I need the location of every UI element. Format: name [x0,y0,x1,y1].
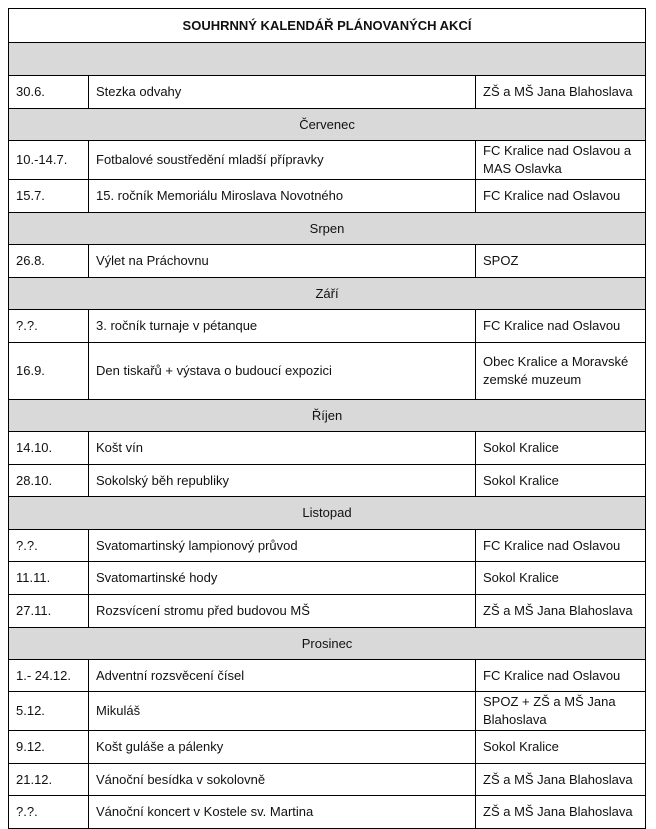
event-row [9,141,646,180]
event-row [9,796,646,829]
event-date: ?.?. [9,796,89,829]
event-row [9,180,646,213]
event-date: 9.12. [9,731,89,764]
event-date: 26.8. [9,245,89,278]
event-row [9,764,646,796]
event-date: 16.9. [9,343,89,400]
month-name: Září [9,278,646,310]
event-name: Den tiskařů + výstava o budoucí expozici [89,343,476,400]
event-organizer: Sokol Kralice [476,731,646,764]
event-date: 27.11. [9,595,89,628]
month-name: Červenec [9,109,646,141]
event-date: ?.?. [9,310,89,343]
event-name: Košt guláše a pálenky [89,731,476,764]
event-row [9,76,646,109]
event-organizer: ZŠ a MŠ Jana Blahoslava [476,595,646,628]
event-name: Rozsvícení stromu před budovou MŠ [89,595,476,628]
month-header-row [9,213,646,245]
event-organizer: FC Kralice nad Oslavou [476,660,646,692]
event-organizer: Sokol Kralice [476,432,646,465]
event-row [9,562,646,595]
event-organizer: SPOZ [476,245,646,278]
event-organizer: Sokol Kralice [476,465,646,497]
event-name: Svatomartinské hody [89,562,476,595]
events-calendar-table [8,8,646,829]
event-name: Sokolský běh republiky [89,465,476,497]
event-organizer: ZŠ a MŠ Jana Blahoslava [476,796,646,829]
event-organizer: FC Kralice nad Oslavou [476,310,646,343]
event-date: 14.10. [9,432,89,465]
event-date: 11.11. [9,562,89,595]
event-organizer: SPOZ + ZŠ a MŠ Jana Blahoslava [476,692,646,731]
month-header-row [9,400,646,432]
month-name [9,43,646,76]
event-name: Košt vín [89,432,476,465]
event-row [9,595,646,628]
event-date: 5.12. [9,692,89,731]
event-name: 3. ročník turnaje v pétanque [89,310,476,343]
month-name: Listopad [9,497,646,530]
calendar-body [9,9,646,829]
event-organizer: FC Kralice nad Oslavou [476,530,646,562]
event-organizer: FC Kralice nad Oslavou a MAS Oslavka [476,141,646,180]
event-name: Stezka odvahy [89,76,476,109]
event-name: 15. ročník Memoriálu Miroslava Novotného [89,180,476,213]
event-organizer: ZŠ a MŠ Jana Blahoslava [476,76,646,109]
event-row [9,465,646,497]
event-organizer: FC Kralice nad Oslavou [476,180,646,213]
month-name: Říjen [9,400,646,432]
event-name: Výlet na Práchovnu [89,245,476,278]
event-row [9,343,646,400]
event-name: Svatomartinský lampionový průvod [89,530,476,562]
event-row [9,530,646,562]
event-row [9,310,646,343]
event-row [9,432,646,465]
title-row [9,9,646,43]
month-header-row [9,43,646,76]
event-date: 10.-14.7. [9,141,89,180]
event-row [9,660,646,692]
event-date: 1.- 24.12. [9,660,89,692]
event-organizer: Obec Kralice a Moravské zemské muzeum [476,343,646,400]
month-header-row [9,497,646,530]
event-date: 28.10. [9,465,89,497]
event-date: 21.12. [9,764,89,796]
event-name: Vánoční koncert v Kostele sv. Martina [89,796,476,829]
month-name: Prosinec [9,628,646,660]
event-date: ?.?. [9,530,89,562]
event-name: Vánoční besídka v sokolovně [89,764,476,796]
event-date: 30.6. [9,76,89,109]
event-name: Mikuláš [89,692,476,731]
month-header-row [9,278,646,310]
calendar-title: SOUHRNNÝ KALENDÁŘ PLÁNOVANÝCH AKCÍ [9,9,646,43]
event-organizer: Sokol Kralice [476,562,646,595]
event-organizer: ZŠ a MŠ Jana Blahoslava [476,764,646,796]
event-date: 15.7. [9,180,89,213]
month-header-row [9,628,646,660]
event-row [9,731,646,764]
event-name: Adventní rozsvěcení čísel [89,660,476,692]
event-row [9,245,646,278]
event-name: Fotbalové soustředění mladší přípravky [89,141,476,180]
month-header-row [9,109,646,141]
event-row [9,692,646,731]
month-name: Srpen [9,213,646,245]
